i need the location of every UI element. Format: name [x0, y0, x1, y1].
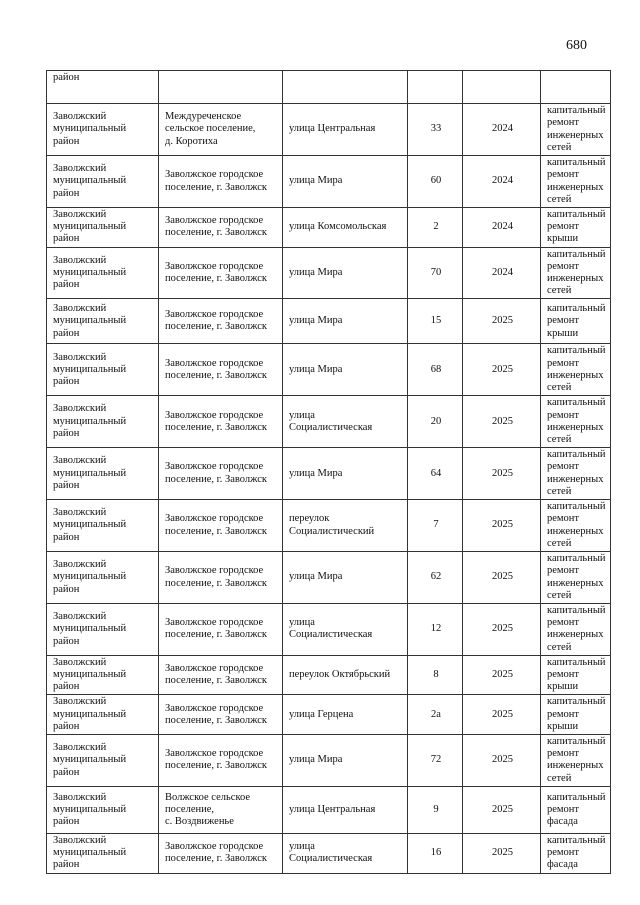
- work-type-cell: капитальный ремонт крыши: [541, 695, 611, 735]
- district-cell: Заволжский муниципальный район: [47, 299, 159, 344]
- street-cell: улица Центральная: [283, 104, 408, 156]
- district-cell: Заволжский муниципальный район: [47, 735, 159, 787]
- table-row: [47, 604, 611, 656]
- table-row: [47, 156, 611, 208]
- table-body: [47, 71, 611, 874]
- district-cell: Заволжский муниципальный район: [47, 500, 159, 552]
- settlement-cell: Заволжское городское поселение, г. Заволжск: [159, 299, 283, 344]
- street-cell: переулок Октябрьский: [283, 655, 408, 695]
- street-cell: улица Герцена: [283, 695, 408, 735]
- house-number-cell: 72: [408, 735, 463, 787]
- street-cell: улица Мира: [283, 344, 408, 396]
- settlement-cell: Заволжское городское поселение, г. Заволжск: [159, 396, 283, 448]
- year-cell: 2025: [463, 604, 541, 656]
- table-row-continued: [47, 71, 611, 104]
- settlement-cell: Заволжское городское поселение, г. Заволжск: [159, 604, 283, 656]
- settlement-cell: [159, 71, 283, 104]
- house-number-cell: 60: [408, 156, 463, 208]
- year-cell: 2024: [463, 104, 541, 156]
- table-row: [47, 104, 611, 156]
- street-cell: улица Мира: [283, 156, 408, 208]
- house-number-cell: 62: [408, 552, 463, 604]
- year-cell: [463, 71, 541, 104]
- table-row: [47, 448, 611, 500]
- year-cell: 2025: [463, 735, 541, 787]
- table-row: [47, 833, 611, 873]
- year-cell: 2024: [463, 208, 541, 248]
- settlement-cell: Волжское сельское поселение, с. Воздвиженье: [159, 786, 283, 833]
- street-cell: улица Центральная: [283, 786, 408, 833]
- work-type-cell: капитальный ремонт инженерных сетей: [541, 500, 611, 552]
- settlement-cell: Заволжское городское поселение, г. Заволжск: [159, 552, 283, 604]
- page-number: 680: [566, 38, 587, 53]
- work-type-cell: капитальный ремонт инженерных сетей: [541, 448, 611, 500]
- table-row: [47, 552, 611, 604]
- house-number-cell: 15: [408, 299, 463, 344]
- district-cell: район: [47, 71, 159, 104]
- house-number-cell: 12: [408, 604, 463, 656]
- settlement-cell: Заволжское городское поселение, г. Заволжск: [159, 156, 283, 208]
- settlement-cell: Заволжское городское поселение, г. Заволжск: [159, 208, 283, 248]
- year-cell: 2024: [463, 156, 541, 208]
- settlement-cell: Заволжское городское поселение, г. Заволжск: [159, 735, 283, 787]
- street-cell: улица Мира: [283, 299, 408, 344]
- work-type-cell: капитальный ремонт инженерных сетей: [541, 104, 611, 156]
- district-cell: Заволжский муниципальный район: [47, 104, 159, 156]
- house-number-cell: 70: [408, 247, 463, 299]
- house-number-cell: 2: [408, 208, 463, 248]
- street-cell: улица Мира: [283, 735, 408, 787]
- street-cell: улица Социалистическая: [283, 396, 408, 448]
- work-type-cell: капитальный ремонт инженерных сетей: [541, 344, 611, 396]
- house-number-cell: 9: [408, 786, 463, 833]
- work-type-cell: капитальный ремонт инженерных сетей: [541, 735, 611, 787]
- settlement-cell: Заволжское городское поселение, г. Заволжск: [159, 247, 283, 299]
- house-number-cell: 33: [408, 104, 463, 156]
- table-row: [47, 344, 611, 396]
- year-cell: 2025: [463, 500, 541, 552]
- settlement-cell: Заволжское городское поселение, г. Заволжск: [159, 448, 283, 500]
- table-row: [47, 655, 611, 695]
- work-type-cell: капитальный ремонт крыши: [541, 208, 611, 248]
- district-cell: Заволжский муниципальный район: [47, 247, 159, 299]
- table-row: [47, 786, 611, 833]
- settlement-cell: Заволжское городское поселение, г. Заволжск: [159, 655, 283, 695]
- work-type-cell: капитальный ремонт фасада: [541, 833, 611, 873]
- settlement-cell: Заволжское городское поселение, г. Заволжск: [159, 695, 283, 735]
- street-cell: переулок Социалистический: [283, 500, 408, 552]
- year-cell: 2025: [463, 695, 541, 735]
- table-row: [47, 247, 611, 299]
- street-cell: улица Мира: [283, 552, 408, 604]
- settlement-cell: Междуреченское сельское поселение, д. Коротиха: [159, 104, 283, 156]
- year-cell: 2025: [463, 833, 541, 873]
- district-cell: Заволжский муниципальный район: [47, 208, 159, 248]
- house-number-cell: 8: [408, 655, 463, 695]
- table-row: [47, 735, 611, 787]
- work-type-cell: капитальный ремонт фасада: [541, 786, 611, 833]
- house-number-cell: [408, 71, 463, 104]
- work-type-cell: капитальный ремонт инженерных сетей: [541, 604, 611, 656]
- settlement-cell: Заволжское городское поселение, г. Заволжск: [159, 500, 283, 552]
- year-cell: 2025: [463, 552, 541, 604]
- year-cell: 2025: [463, 396, 541, 448]
- housing-repair-table: [46, 70, 611, 874]
- street-cell: улица Мира: [283, 247, 408, 299]
- table-row: [47, 396, 611, 448]
- street-cell: улица Социалистическая: [283, 604, 408, 656]
- table-row: [47, 695, 611, 735]
- table-row: [47, 208, 611, 248]
- district-cell: Заволжский муниципальный район: [47, 695, 159, 735]
- district-cell: Заволжский муниципальный район: [47, 604, 159, 656]
- house-number-cell: 7: [408, 500, 463, 552]
- street-cell: улица Комсомольская: [283, 208, 408, 248]
- district-cell: Заволжский муниципальный район: [47, 448, 159, 500]
- work-type-cell: капитальный ремонт крыши: [541, 655, 611, 695]
- house-number-cell: 16: [408, 833, 463, 873]
- work-type-cell: капитальный ремонт крыши: [541, 299, 611, 344]
- house-number-cell: 2а: [408, 695, 463, 735]
- work-type-cell: [541, 71, 611, 104]
- district-cell: Заволжский муниципальный район: [47, 552, 159, 604]
- district-cell: Заволжский муниципальный район: [47, 833, 159, 873]
- table-row: [47, 500, 611, 552]
- year-cell: 2025: [463, 344, 541, 396]
- street-cell: улица Социалистическая: [283, 833, 408, 873]
- house-number-cell: 68: [408, 344, 463, 396]
- house-number-cell: 20: [408, 396, 463, 448]
- district-cell: Заволжский муниципальный район: [47, 786, 159, 833]
- district-cell: Заволжский муниципальный район: [47, 344, 159, 396]
- house-number-cell: 64: [408, 448, 463, 500]
- district-cell: Заволжский муниципальный район: [47, 655, 159, 695]
- work-type-cell: капитальный ремонт инженерных сетей: [541, 156, 611, 208]
- table-row: [47, 299, 611, 344]
- year-cell: 2025: [463, 655, 541, 695]
- street-cell: [283, 71, 408, 104]
- year-cell: 2024: [463, 247, 541, 299]
- district-cell: Заволжский муниципальный район: [47, 396, 159, 448]
- street-cell: улица Мира: [283, 448, 408, 500]
- work-type-cell: капитальный ремонт инженерных сетей: [541, 247, 611, 299]
- year-cell: 2025: [463, 299, 541, 344]
- work-type-cell: капитальный ремонт инженерных сетей: [541, 552, 611, 604]
- year-cell: 2025: [463, 448, 541, 500]
- work-type-cell: капитальный ремонт инженерных сетей: [541, 396, 611, 448]
- district-cell: Заволжский муниципальный район: [47, 156, 159, 208]
- settlement-cell: Заволжское городское поселение, г. Заволжск: [159, 833, 283, 873]
- settlement-cell: Заволжское городское поселение, г. Заволжск: [159, 344, 283, 396]
- year-cell: 2025: [463, 786, 541, 833]
